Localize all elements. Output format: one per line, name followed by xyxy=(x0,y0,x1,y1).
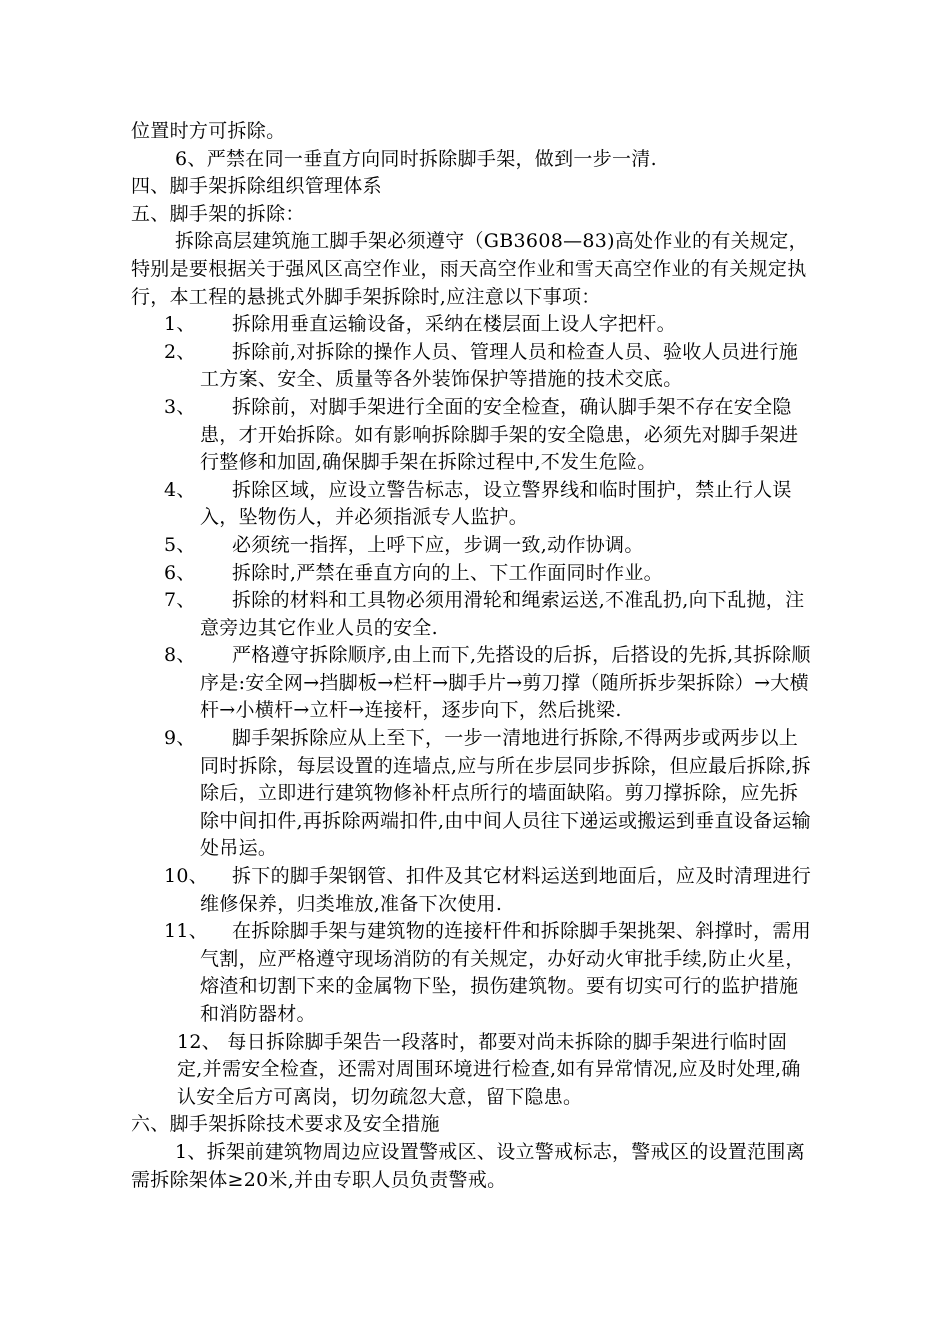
list-item-number: 3、 xyxy=(164,395,196,418)
list-item xyxy=(131,477,811,532)
list-item xyxy=(131,394,811,477)
list-item-number: 4、 xyxy=(164,478,196,501)
list-item-text: 拆除前，对脚手架进行全面的安全检查，确认脚手架不存在安全隐患，才开始拆除。如有影响拆除脚手架的安全隐患，必须先对脚手架进行整修和加固,确保脚手架在拆除过程中,不发生危险。 xyxy=(200,395,799,474)
list-item-number: 5、 xyxy=(164,533,196,556)
list-item-number: 9、 xyxy=(164,727,196,750)
list-item-number: 1、 xyxy=(164,313,196,336)
list-item-text: 拆除时,严禁在垂直方向的上、下工作面同时作业。 xyxy=(232,561,663,584)
list-item-number: 7、 xyxy=(164,589,196,612)
list-item-text: 在拆除脚手架与建筑物的连接杆件和拆除脚手架挑架、斜撑时，需用气割，应严格遵守现场消防的有关规定，办好动火审批手续,防止火星，熔渣和切割下来的金属物下坠，损伤建筑物。要有切实可行的监护措施和消防器材。 xyxy=(200,920,812,1025)
list-item xyxy=(131,587,811,642)
list-item-text: 拆除区域，应设立警告标志，设立警界线和临时围护，禁止行人误入，坠物伤人，并必须指派专人监护。 xyxy=(200,478,792,529)
list-item-text: 脚手架拆除应从上至下，一步一清地进行拆除,不得两步或两步以上同时拆除，每层设置的连墙点,应与所在步层同步拆除，但应最后拆除,拆除后，立即进行建筑物修补杆点所行的墙面缺陷。剪刀撑拆除，应先拆除中间扣件,再拆除两端扣件,由中间人员往下递运或搬运到垂直设备运输处吊运。 xyxy=(200,727,811,860)
continuation-line: 位置时方可拆除。 xyxy=(131,120,286,142)
list-item-12: 12、 每日拆除脚手架告一段落时，都要对尚未拆除的脚手架进行临时固定,并需安全检查，还需对周围环境进行检查,如有异常情况,应及时处理,确认安全后方可离岗，切勿疏忽大意，留下隐患。 xyxy=(177,1030,801,1108)
list-item xyxy=(131,560,811,588)
list-item-text: 拆下的脚手架钢管、扣件及其它材料运送到地面后，应及时清理进行维修保养，归类堆放,准备下次使用. xyxy=(200,865,812,915)
list-item xyxy=(131,311,811,339)
section5-paragraph: 拆除高层建筑施工脚手架必须遵守（GB3608—83)高处作业的有关规定，特别是要根据关于强风区高空作业，雨天高空作业和雪天高空作业的有关规定执行，本工程的悬挑式外脚手架拆除时,应注意以下事项： xyxy=(131,230,808,308)
section-heading-5: 五、脚手架的拆除： xyxy=(131,202,305,225)
list-item xyxy=(131,339,811,394)
section6-paragraph: 1、拆架前建筑物周边应设置警戒区、设立警戒标志，警戒区的设置范围离需拆除架体≥20米,并由专职人员负责警戒。 xyxy=(131,1140,805,1191)
rule-item-6: 6、严禁在同一垂直方向同时拆除脚手架，做到一步一清. xyxy=(175,147,657,170)
list-item-text: 拆除前,对拆除的操作人员、管理人员和检查人员、验收人员进行施工方案、安全、质量等各外装饰保护等措施的技术交底。 xyxy=(200,340,799,391)
list-item-number: 2、 xyxy=(164,340,196,363)
list-item-text: 拆除的材料和工具物必须用滑轮和绳索运送,不准乱扔,向下乱抛，注意旁边其它作业人员的安全. xyxy=(200,589,805,639)
list-item-number: 6、 xyxy=(164,561,196,584)
list-item-text: 严格遵守拆除顺序,由上而下,先搭设的后拆，后搭设的先拆,其拆除顺序是:安全网→挡脚板→栏杆→脚手片→剪刀撑（随所拆步架拆除）→大横杆→小横杆→立杆→连接杆，逐步向下，然后挑梁. xyxy=(200,644,811,722)
section-heading-4: 四、脚手架拆除组织管理体系 xyxy=(131,175,382,198)
list-item-number: 10、 xyxy=(164,865,209,888)
list-item xyxy=(131,725,811,863)
list-item-text: 必须统一指挥，上呼下应，步调一致,动作协调。 xyxy=(232,533,644,556)
list-item xyxy=(131,918,811,1028)
list-item xyxy=(131,532,811,560)
list-item xyxy=(131,642,811,725)
list-item xyxy=(131,863,811,918)
document-body xyxy=(131,118,811,1194)
section-heading-6: 六、脚手架拆除技术要求及安全措施 xyxy=(131,1113,440,1136)
list-item-text: 拆除用垂直运输设备，采纳在楼层面上设人字把杆。 xyxy=(232,313,676,336)
list-item-number: 11、 xyxy=(164,920,209,943)
list-item-number: 8、 xyxy=(164,644,196,667)
